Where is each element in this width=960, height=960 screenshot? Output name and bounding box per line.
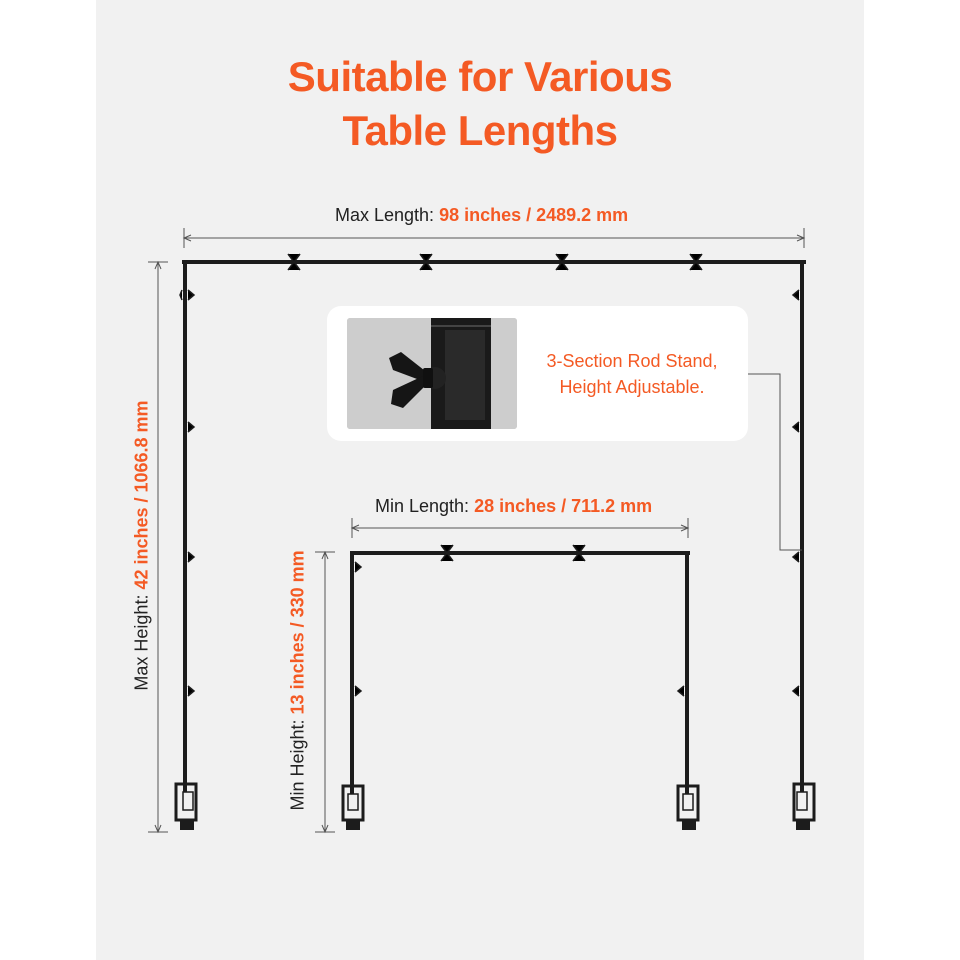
small-stand-frame [352, 553, 688, 800]
min-height-label: Min Height: 13 inches / 330 mm [287, 550, 308, 811]
callout-card [327, 306, 748, 441]
max-height-label: Max Height: 42 inches / 1066.8 mm [131, 400, 152, 691]
callout-line-1: 3-Section Rod Stand, [546, 351, 718, 371]
wing-knob-rod-joint-photo [347, 318, 517, 429]
callout-text [527, 348, 737, 400]
min-height-dimension-line [315, 552, 335, 832]
min-length-dimension-line [352, 518, 688, 538]
small-stand-clips [355, 545, 684, 696]
max-length-label: Max Length: 98 inches / 2489.2 mm [335, 205, 629, 225]
callout-line-2: Height Adjustable. [559, 377, 705, 397]
headline-line-1: Suitable for Various [287, 53, 673, 100]
callout-leader-line [748, 374, 802, 550]
headline-line-2: Table Lengths [342, 107, 618, 154]
max-length-dimension-line [184, 228, 804, 248]
min-length-label: Min Length: 28 inches / 711.2 mm [375, 496, 653, 516]
